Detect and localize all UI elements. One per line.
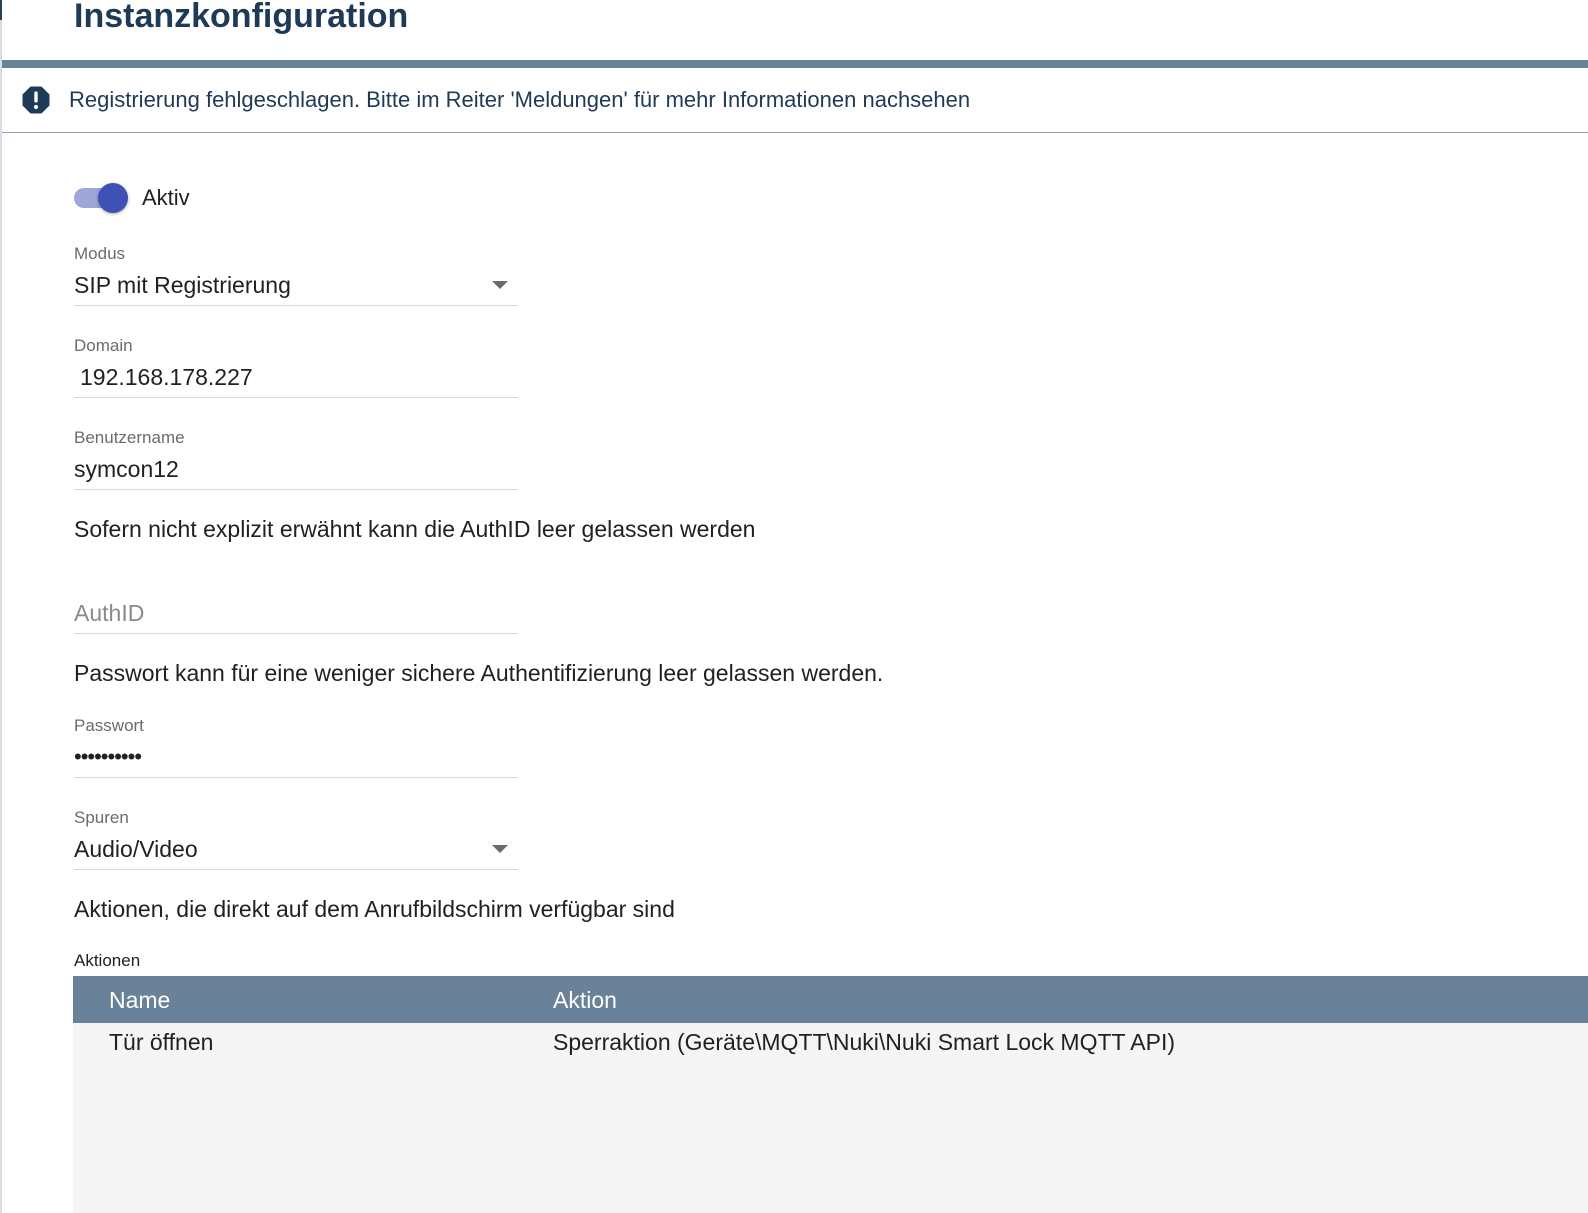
actions-list-caption: Aktionen (74, 951, 141, 970)
actions-hint: Aktionen, die direkt auf dem Anrufbildschirm verfügbar sind (74, 896, 675, 922)
domain-label: Domain (74, 336, 133, 355)
page-title: Instanzkonfiguration (74, 0, 409, 35)
domain-value: 192.168.178.227 (80, 364, 253, 390)
active-toggle[interactable] (74, 183, 130, 213)
mode-label: Modus (74, 244, 126, 263)
tracks-label: Spuren (74, 808, 129, 827)
password-value: •••••••••• (74, 744, 142, 769)
row-action-cell: Sperraktion (Geräte\MQTT\Nuki\Nuki Smart Lock MQTT API) (553, 1029, 1175, 1055)
active-toggle-label: Aktiv (142, 185, 190, 210)
actions-list-header (73, 976, 1588, 1023)
password-label: Passwort (74, 716, 144, 735)
table-row[interactable] (73, 1023, 1588, 1063)
username-field[interactable] (74, 428, 518, 490)
mode-select[interactable] (74, 244, 518, 306)
toggle-knob (98, 183, 128, 213)
chevron-down-icon (492, 281, 508, 289)
window-left-border (0, 0, 2, 1213)
authid-field[interactable] (74, 598, 518, 634)
chevron-down-icon (492, 845, 508, 853)
column-header-action[interactable]: Aktion (553, 987, 617, 1013)
error-alert (2, 68, 1588, 133)
window-left-accent (0, 0, 2, 20)
username-label: Benutzername (74, 428, 185, 447)
actions-list (73, 976, 1588, 1213)
alert-octagon-icon (21, 85, 51, 115)
username-value: symcon12 (74, 456, 179, 482)
title-divider (2, 60, 1588, 68)
tracks-value: Audio/Video (74, 836, 198, 862)
password-field[interactable] (74, 716, 518, 778)
row-name-cell: Tür öffnen (109, 1029, 214, 1055)
alert-message: Registrierung fehlgeschlagen. Bitte im Reiter 'Meldungen' für mehr Informationen nachsehen (69, 87, 971, 112)
authid-hint: Sofern nicht explizit erwähnt kann die AuthID leer gelassen werden (74, 516, 756, 542)
tracks-select[interactable] (74, 808, 518, 870)
column-header-name[interactable]: Name (109, 987, 171, 1013)
password-hint: Passwort kann für eine weniger sichere Authentifizierung leer gelassen werden. (74, 660, 884, 686)
domain-field[interactable] (74, 336, 518, 398)
mode-value: SIP mit Registrierung (74, 272, 291, 298)
authid-placeholder: AuthID (74, 600, 145, 626)
